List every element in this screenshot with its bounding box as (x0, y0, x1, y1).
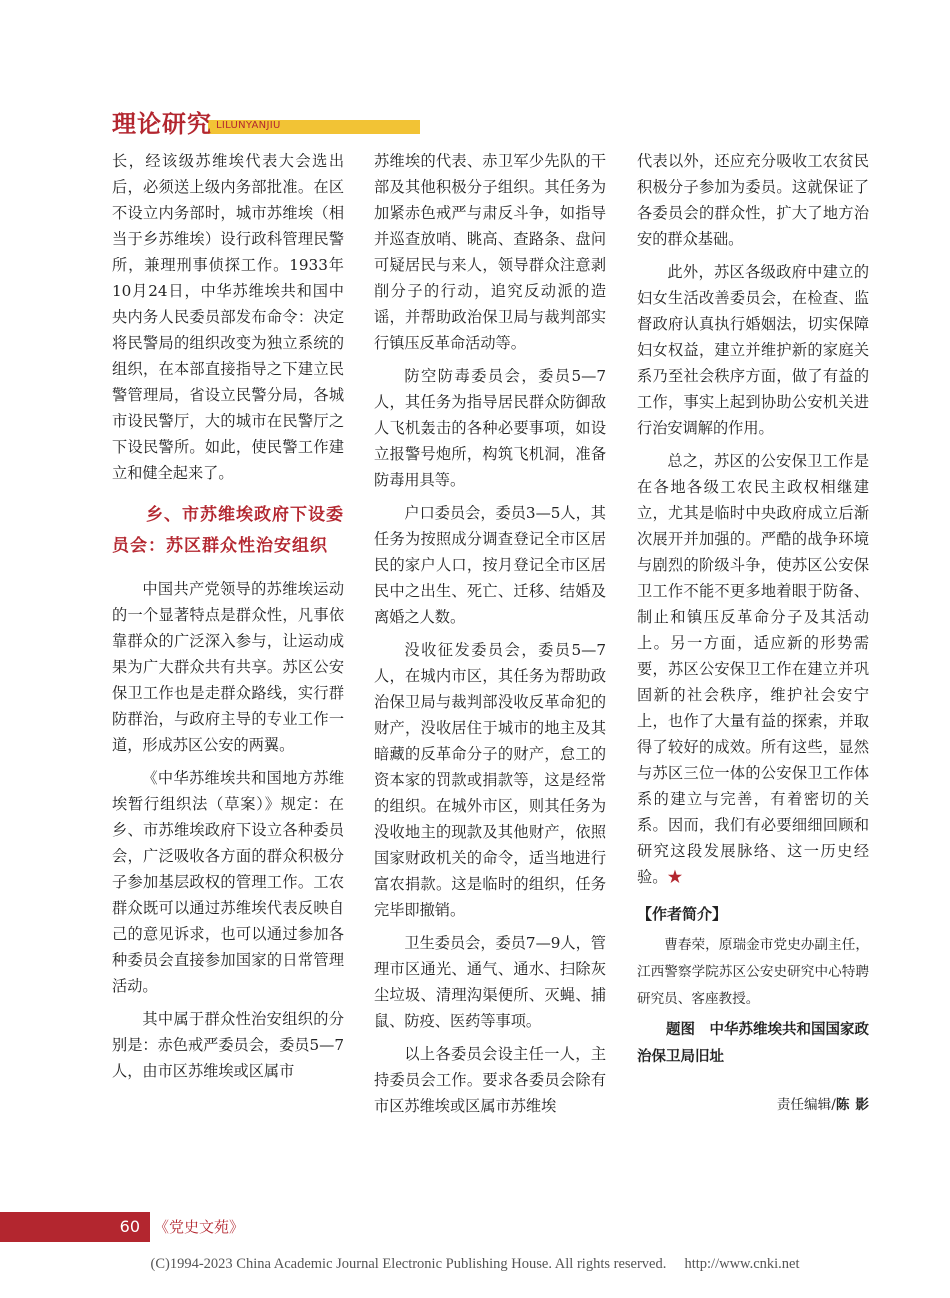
paragraph: 以上各委员会设主任一人，主持委员会工作。要求各委员会除有市区苏维埃或区属市苏维埃 (374, 1045, 606, 1115)
paragraph: 卫生委员会，委员7—9人，管理市区通光、通气、通水、扫除灰尘垃圾、清理沟渠便所、灭蝇、捕鼠、防疫、医药等事项。 (374, 934, 606, 1030)
author-bio-label: 【作者简介】 (637, 905, 728, 923)
page-number: 60 (119, 1217, 140, 1236)
editor-credit (637, 1093, 875, 1117)
editor-label: 责任编辑/ (776, 1097, 836, 1113)
copyright-notice: (C)1994-2023 China Academic Journal Electronic Publishing House. All rights reserved. http://www.cnki.net (150, 1256, 800, 1272)
paragraph: 此外，苏区各级政府中建立的妇女生活改善委员会，在检查、监督政府认真执行婚姻法，切实保障妇女权益，建立并维护新的家庭关系乃至社会秩序方面，做了有益的工作，事实上起到协助公安机关进行治安调解的作用。 (637, 263, 869, 437)
paragraph: 代表以外，还应充分吸收工农贫民积极分子参加为委员。这就保证了各委员会的群众性，扩大了地方治安的群众基础。 (637, 152, 869, 248)
paragraph: 没收征发委员会，委员5—7人，在城内市区，其任务为帮助政治保卫局与裁判部没收反革命犯的财产，没收居住于城市的地主及其暗藏的反革命分子的财产，怠工的资本家的罚款或捐款等，这是经常的组织。在城外市区，则其任务为没收地主的现款及其他财产，依照国家财政机关的命令，适当地进行富农捐款。这是临时的组织，任务完毕即撤销。 (374, 641, 606, 919)
text-column-3 (637, 148, 875, 1117)
text-column-1 (112, 148, 344, 1091)
section-title: 理论研究 (112, 110, 212, 138)
journal-name: 《党史文苑》 (154, 1218, 245, 1236)
paragraph: 《中华苏维埃共和国地方苏维埃暂行组织法（草案）》规定：在乡、市苏维埃政府下设立各种委员会，广泛吸收各方面的群众积极分子参加基层政权的管理工作。工农群众既可以通过苏维埃代表反映自己的意见诉求，也可以通过参加各种委员会直接参加国家的日常管理活动。 (112, 769, 344, 995)
paragraph: 防空防毒委员会，委员5—7人，其任务为指导居民群众防御敌人飞机轰击的各种必要事项，如设立报警号炮所，构筑飞机洞，准备防毒用具等。 (374, 367, 606, 489)
paragraph (637, 448, 869, 890)
photo-caption: 题图 中华苏维埃共和国国家政治保卫局旧址 (637, 1022, 869, 1065)
text-column-2 (374, 148, 606, 1126)
end-star-icon: ★ (667, 868, 683, 886)
author-bio: 曹春荣，原瑞金市党史办副主任，江西警察学院苏区公安史研究中心特聘研究员、客座教授。 (637, 937, 869, 1007)
section-subtitle: LILUNYANJIU (216, 120, 281, 131)
paragraph: 其中属于群众性治安组织的分别是：赤色戒严委员会，委员5—7人，由市区苏维埃或区属市 (112, 1010, 344, 1080)
paragraph: 苏维埃的代表、赤卫军少先队的干部及其他积极分子组织。其任务为加紧赤色戒严与肃反斗争，如指导并巡查放哨、眺高、查路条、盘问可疑居民与来人，领导群众注意剥削分子的行动，追究反动派的造谣，并帮助政治保卫局与裁判部实行镇压反革命活动等。 (374, 152, 606, 352)
paragraph-text: 总之，苏区的公安保卫工作是在各地各级工农民主政权相继建立，尤其是临时中央政府成立后渐次展开并加强的。严酷的战争环境与剧烈的阶级斗争，使苏区公安保卫工作不能不更多地着眼于防备、制止和镇压反革命分子及其活动上。另一方面，适应新的形势需要，苏区公安保卫工作在建立并巩固新的社会秩序，维护社会安宁上，也作了大量有益的探索，并取得了较好的成效。所有这些，显然与苏区三位一体的公安保卫工作体系的建立与完善，有着密切的关系。因而，我们有必要细细回顾和研究这段发展脉络、这一历史经验。 (637, 452, 869, 886)
section-heading: 乡、市苏维埃政府下设委员会：苏区群众性治安组织 (112, 505, 344, 556)
paragraph: 中国共产党领导的苏维埃运动的一个显著特点是群众性，凡事依靠群众的广泛深入参与，让运动成果为广大群众共有共享。苏区公安保卫工作也是走群众路线，实行群防群治，与政府主导的专业工作一道，形成苏区公安的两翼。 (112, 580, 344, 754)
paragraph: 长，经该级苏维埃代表大会选出后，必须送上级内务部批准。在区不设立内务部时，城市苏维埃（相当于乡苏维埃）设行政科管理民警所，兼理刑事侦探工作。1933年10月24日，中华苏维埃共和国中央内务人民委员部发布命令：决定将民警局的组织改变为独立系统的组织，在本部直接指导之下建立民警管理局，省设立民警分局，各城市设民警厅，大的城市在民警厅之下设民警所。如此，使民警工作建立和健全起来了。 (112, 152, 344, 482)
paragraph: 户口委员会，委员3—5人，其任务为按照成分调查登记全市区居民的家户人口，按月登记全市区居民中之出生、死亡、迁移、结婚及离婚之人数。 (374, 504, 606, 626)
editor-name: 陈影 (835, 1097, 875, 1113)
